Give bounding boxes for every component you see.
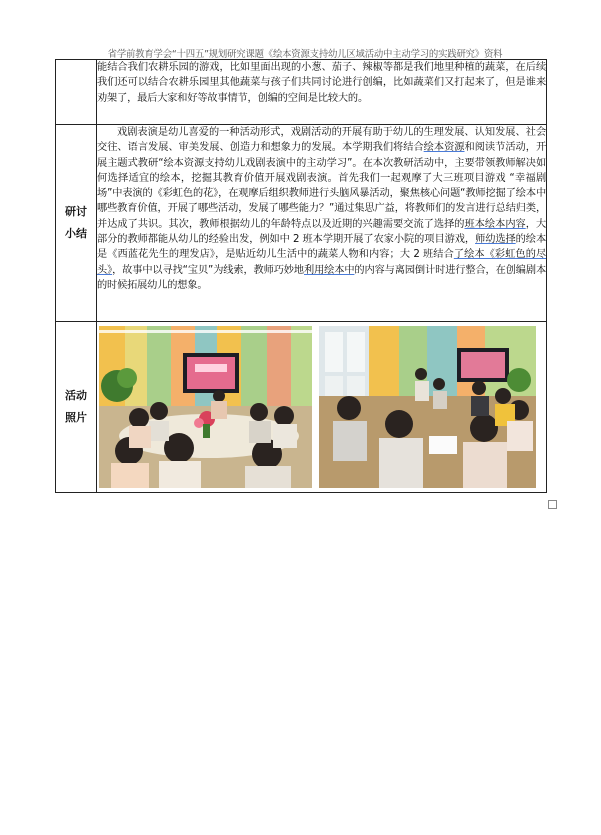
report-table (55, 59, 547, 493)
text-run: 戏剧表演是幼儿喜爱的一种活动形式，戏剧活动的开展有助于幼儿的生理发展、认知发展、社会交往、语言发展、审美发展、创造力和想象力的发展。本学期我们将结合 (97, 127, 546, 154)
label-line: 研讨 (65, 205, 87, 218)
underlined-text: 了绘本《彩虹色的尽头》 (97, 249, 546, 276)
table-row-summary (56, 125, 547, 322)
underlined-text: 利用绘本中 (303, 264, 355, 276)
underlined-text: 绘本资源 (423, 142, 465, 154)
text-run: 和阅读节活动，开展主题式教研“绘本资源支持幼儿戏剧表演中的主动学习”。在本次教研活动中，主要带领教师解决如何选择适宜的绘本，挖掘其教育价值开展戏剧表演。首先我们一起观摩了大三班项目游戏 “幸福剧场”中表演的《彩虹色的花》，在观摩后组织教师进行头脑风暴活动，聚焦核心问题“教师挖掘了绘本中哪些教育价值，开展了哪些活动，发展了哪些能力？”通过集思广益，将教师们的发言进行总结归类，并达成了共识。其次，教师根据幼儿的年龄特点以及近期的兴趣需要交流了选择的 (97, 142, 546, 230)
table-row-photos (56, 322, 547, 493)
teachers-discussion-photo (319, 326, 536, 488)
summary-text (97, 125, 547, 322)
photo-strip (97, 322, 546, 492)
text-run: 的内容与离园倒计时进行整合，在创编剧本的时候拓展幼儿的想象。 (97, 264, 547, 291)
photos-cell (97, 322, 547, 493)
underlined-text: 师幼选择 (475, 234, 516, 246)
row-label-summary (56, 125, 97, 322)
table-row-continuation (56, 60, 547, 125)
text-run: ，大部分的教师都能从幼儿的经验出发，例如中 2 班本学期开展了农家小院的项目游戏， (97, 218, 546, 246)
underlined-text: 班本绘本内容 (464, 218, 526, 230)
table-end-marker (548, 500, 557, 509)
text-run: ，故事中以寻找“宝贝”为线索，教师巧妙地 (112, 264, 304, 276)
continuation-text: 能结合我们农耕乐园的游戏，比如里面出现的小葱、茄子、辣椒等都是我们地里种植的蔬菜，在后续我们还可以结合农耕乐园里其他蔬菜与孩子们共同讨论进行创编，比如蔬菜们又打起来了，但是谁来劝架了，最后大家和好等故事情节，创编的空间是比较大的。 (97, 60, 547, 125)
page-header: 省学前教育学会“十四五”规划研究课题《绘本资源支持幼儿区域活动中主动学习的实践研究》资料 (107, 49, 503, 60)
summary-paragraph (97, 125, 546, 293)
row-label-photos (56, 322, 97, 493)
text-run: 的绘本是《西蓝花先生的理发店》，是贴近幼儿生活中的蔬菜人物和内容；大 2 班结合 (97, 234, 546, 261)
activity-photo-2 (319, 326, 536, 488)
row-label-empty (56, 60, 97, 125)
teachers-meeting-photo (99, 326, 312, 488)
label-line: 活动 (65, 389, 87, 402)
label-line: 小结 (65, 227, 87, 240)
activity-photo-1 (99, 326, 312, 488)
label-line: 照片 (65, 411, 87, 424)
